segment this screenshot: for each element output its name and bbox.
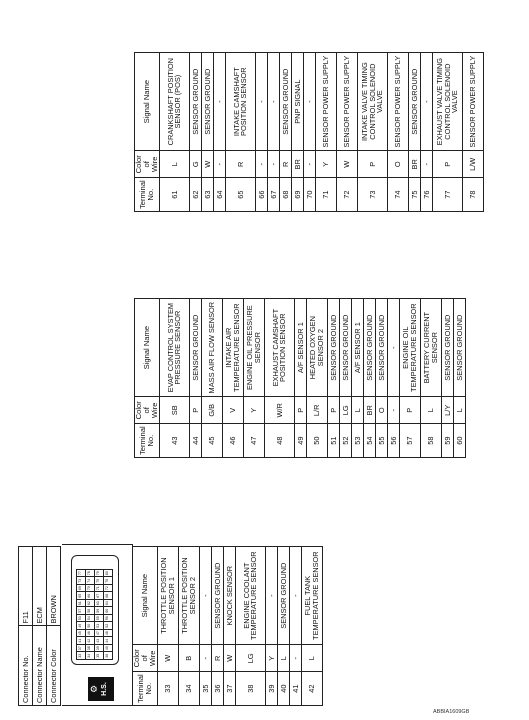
pin-cell: 43 [95, 637, 104, 645]
table-row [201, 299, 222, 458]
pin-cell: 41 [77, 637, 86, 645]
connector-info-label: Connector No. [19, 626, 33, 706]
pin-cell: 62 [86, 600, 95, 608]
signal-name: SENSOR GROUND [279, 53, 291, 151]
pin-cell: 75 [95, 577, 104, 585]
signal-name: SENSOR GROUND [441, 299, 453, 397]
terminal-no: 48 [264, 424, 294, 458]
wire-color: Y [265, 645, 277, 672]
terminal-no: 70 [303, 178, 315, 212]
pin-cell: 40 [104, 645, 113, 653]
table-row [213, 53, 225, 212]
terminal-no: 78 [462, 178, 483, 212]
terminal-no: 33 [157, 672, 178, 706]
terminal-no: 34 [178, 672, 199, 706]
signal-name: EXHAUST VALVE TIMING CONTROL SOLENOID VALVE [432, 53, 462, 151]
wire-color: L [453, 397, 465, 424]
wire-color: O [375, 397, 387, 424]
wire-color: V [222, 397, 243, 424]
signal-name: THROTTLE POSITION SENSOR 1 [157, 547, 178, 645]
wire-color: - [267, 151, 279, 178]
signal-name: - [387, 299, 399, 397]
connector-info-table [18, 546, 61, 706]
table-row [222, 299, 243, 458]
terminal-no: 49 [294, 424, 306, 458]
signal-name: - [420, 53, 432, 151]
terminal-table-3 [134, 52, 484, 212]
pin-grid [71, 555, 119, 665]
hs-icon: ⚙ H.S. [88, 677, 114, 701]
table-row [267, 53, 279, 212]
pin-cell: 38 [86, 645, 95, 653]
table-row [408, 53, 420, 212]
pin-row [104, 570, 113, 660]
signal-name: SENSOR GROUND [189, 299, 201, 397]
terminal-no: 39 [265, 672, 277, 706]
terminal-no: 65 [225, 178, 255, 212]
terminal-no: 59 [441, 424, 453, 458]
pin-cell: 68 [104, 592, 113, 600]
pin-cell: 37 [77, 645, 86, 653]
table-row [375, 299, 387, 458]
figure-code: ABBIA1609GB [433, 709, 470, 715]
table-row [420, 299, 441, 458]
wire-color: L/Y [441, 397, 453, 424]
header-color: Color of Wire [135, 151, 160, 178]
connector-info-row [47, 547, 61, 706]
pin-cell: 49 [77, 622, 86, 630]
pin-cell: 59 [95, 607, 104, 615]
pin-cell: 65 [77, 592, 86, 600]
terminal-no: 50 [306, 424, 327, 458]
terminal-no: 69 [291, 178, 303, 212]
wire-color: L [277, 645, 289, 672]
wire-color: L [301, 645, 322, 672]
hs-label: H.S. [101, 682, 108, 696]
pin-cell: 66 [86, 592, 95, 600]
table-row [159, 53, 189, 212]
terminal-no: 68 [279, 178, 291, 212]
signal-name: MASS AIR FLOW SENSOR [201, 299, 222, 397]
terminal-no: 43 [159, 424, 189, 458]
terminal-no: 35 [199, 672, 211, 706]
header-signal: Signal Name [135, 299, 160, 397]
connector-info-row [19, 547, 33, 706]
pin-cell: 50 [86, 622, 95, 630]
signal-name: A/F SENSOR 1 [294, 299, 306, 397]
table-row [264, 299, 294, 458]
signal-name: EXHAUST CAMSHAFT POSITION SENSOR [264, 299, 294, 397]
wire-color: - [387, 397, 399, 424]
signal-name: INTAKE VALVE TIMING CONTROL SOLENOID VALVE [357, 53, 387, 151]
pin-cell: 57 [77, 607, 86, 615]
table-row [235, 547, 265, 706]
signal-name: KNOCK SENSOR [223, 547, 235, 645]
table-row [243, 299, 264, 458]
header-signal: Signal Name [133, 547, 158, 645]
signal-name: - [213, 53, 225, 151]
terminal-no: 52 [339, 424, 351, 458]
pin-cell: 33 [77, 652, 86, 660]
table-row [157, 547, 178, 706]
table-row [351, 299, 363, 458]
wire-color: L [351, 397, 363, 424]
connector-illustration [62, 544, 133, 706]
table-row [189, 299, 201, 458]
table-row [277, 547, 289, 706]
signal-name: CRANKSHAFT POSITION SENSOR (POS) [159, 53, 189, 151]
signal-name: - [303, 53, 315, 151]
table-row [315, 53, 336, 212]
connector-info-label: Connector Color [47, 626, 61, 706]
header-terminal: Terminal No. [135, 178, 160, 212]
wire-color: R [225, 151, 255, 178]
signal-name: SENSOR POWER SUPPLY [336, 53, 357, 151]
pin-cell: 74 [86, 577, 95, 585]
pin-cell: 45 [77, 630, 86, 638]
signal-name: A/F SENSOR 1 [351, 299, 363, 397]
signal-name: SENSOR POWER SUPPLY [315, 53, 336, 151]
connector-info-value: ECM [33, 547, 47, 627]
wire-color: L/R [306, 397, 327, 424]
wire-color: R [279, 151, 291, 178]
table-row [294, 299, 306, 458]
terminal-no: 40 [277, 672, 289, 706]
terminal-no: 55 [375, 424, 387, 458]
table-row [303, 53, 315, 212]
table-row [387, 53, 408, 212]
wire-color: P [432, 151, 462, 178]
pin-cell: 51 [95, 622, 104, 630]
pin-cell: 46 [86, 630, 95, 638]
connector-info-value: BROWN [47, 547, 61, 627]
wire-color: LG [235, 645, 265, 672]
table-row [178, 547, 199, 706]
signal-name: PNP SIGNAL [291, 53, 303, 151]
terminal-no: 47 [243, 424, 264, 458]
signal-name: SENSOR GROUND [277, 547, 289, 645]
header-signal: Signal Name [135, 53, 160, 151]
connector-info-value: F11 [19, 547, 33, 627]
wire-color: G/B [201, 397, 222, 424]
terminal-table-1 [132, 546, 323, 706]
wire-color: P [357, 151, 387, 178]
wire-color: BR [363, 397, 375, 424]
signal-name: - [255, 53, 267, 151]
header-color: Color of Wire [133, 645, 158, 672]
table-row [453, 299, 465, 458]
table-row [432, 53, 462, 212]
terminal-no: 51 [327, 424, 339, 458]
terminal-no: 71 [315, 178, 336, 212]
table-row [339, 299, 351, 458]
pin-cell: 73 [77, 577, 86, 585]
table-row [462, 53, 483, 212]
signal-name: EVAP CONTROL SYSTEM PRESSURE SENSOR [159, 299, 189, 397]
table-row [291, 53, 303, 212]
terminal-no: 60 [453, 424, 465, 458]
pin-cell: 70 [86, 585, 95, 593]
pin-cell: 78 [86, 570, 95, 578]
pin-row [95, 570, 104, 660]
signal-name: SENSOR GROUND [201, 53, 213, 151]
pin-row [77, 570, 86, 660]
signal-name: - [199, 547, 211, 645]
table-row [336, 53, 357, 212]
pin-cell: 36 [104, 652, 113, 660]
table-row [199, 547, 211, 706]
signal-name: - [265, 547, 277, 645]
terminal-no: 44 [189, 424, 201, 458]
wire-color: - [303, 151, 315, 178]
wire-color: L/W [462, 151, 483, 178]
wire-color: BR [408, 151, 420, 178]
terminal-no: 46 [222, 424, 243, 458]
signal-name: SENSOR GROUND [339, 299, 351, 397]
table-row [279, 53, 291, 212]
wire-color: Y [243, 397, 264, 424]
pin-cell: 72 [104, 585, 113, 593]
table-row [211, 547, 223, 706]
pin-cell: 42 [86, 637, 95, 645]
signal-name: SENSOR GROUND [453, 299, 465, 397]
signal-name: SENSOR GROUND [363, 299, 375, 397]
pin-cell: 71 [95, 585, 104, 593]
signal-name: SENSOR GROUND [408, 53, 420, 151]
table-row [255, 53, 267, 212]
connector-info-label: Connector Name [33, 626, 47, 706]
header-terminal: Terminal No. [135, 424, 160, 458]
signal-name: THROTTLE POSITION SENSOR 2 [178, 547, 199, 645]
terminal-no: 53 [351, 424, 363, 458]
wire-color: O [387, 151, 408, 178]
table-row [357, 53, 387, 212]
wire-color: - [255, 151, 267, 178]
terminal-no: 77 [432, 178, 462, 212]
terminal-no: 61 [159, 178, 189, 212]
table-row [223, 547, 235, 706]
terminal-no: 73 [357, 178, 387, 212]
wire-color: BR [291, 151, 303, 178]
pin-cell: 61 [77, 600, 86, 608]
pin-cell: 55 [95, 615, 104, 623]
table-row [399, 299, 420, 458]
pin-cell: 48 [104, 630, 113, 638]
wire-color: W/R [264, 397, 294, 424]
pin-cell: 69 [77, 585, 86, 593]
table-row [301, 547, 322, 706]
signal-name: - [289, 547, 301, 645]
pin-cell: 77 [77, 570, 86, 578]
table-row [189, 53, 201, 212]
wire-color: G [189, 151, 201, 178]
header-color: Color of Wire [135, 397, 160, 424]
terminal-no: 56 [387, 424, 399, 458]
signal-name: SENSOR POWER SUPPLY [387, 53, 408, 151]
wire-color: P [189, 397, 201, 424]
wire-color: - [213, 151, 225, 178]
signal-name: HEATED OXYGEN SENSOR 2 [306, 299, 327, 397]
pin-cell: 58 [86, 607, 95, 615]
table-row [159, 299, 189, 458]
signal-name: SENSOR GROUND [375, 299, 387, 397]
terminal-no: 41 [289, 672, 301, 706]
wire-color: R [211, 645, 223, 672]
signal-name: - [267, 53, 279, 151]
wire-color: W [336, 151, 357, 178]
wire-color: LG [339, 397, 351, 424]
terminal-table-2 [134, 298, 466, 458]
terminal-no: 63 [201, 178, 213, 212]
table-row [363, 299, 375, 458]
table-row [201, 53, 213, 212]
signal-name: SENSOR GROUND [211, 547, 223, 645]
signal-name: ENGINE OIL PRESSURE SENSOR [243, 299, 264, 397]
connector-info-row [33, 547, 47, 706]
terminal-no: 37 [223, 672, 235, 706]
pin-cell: 64 [104, 600, 113, 608]
pin-cell: 60 [104, 607, 113, 615]
table-row [265, 547, 277, 706]
table-row [289, 547, 301, 706]
pin-cell: 67 [95, 592, 104, 600]
pin-cell: 63 [95, 600, 104, 608]
terminal-no: 42 [301, 672, 322, 706]
table-row [441, 299, 453, 458]
table-row [327, 299, 339, 458]
table-row [306, 299, 327, 458]
signal-name: INTAKE CAMSHAFT POSITION SENSOR [225, 53, 255, 151]
terminal-no: 66 [255, 178, 267, 212]
terminal-no: 72 [336, 178, 357, 212]
wire-color: W [157, 645, 178, 672]
signal-name: SENSOR GROUND [189, 53, 201, 151]
wire-color: W [223, 645, 235, 672]
pin-cell: 53 [77, 615, 86, 623]
wire-color: - [199, 645, 211, 672]
wire-color: - [420, 151, 432, 178]
pin-cell: 76 [104, 577, 113, 585]
signal-name: ENGINE COOLANT TEMPERATURE SENSOR [235, 547, 265, 645]
signal-name: BATTERY CURRENT SENSOR [420, 299, 441, 397]
wire-color: P [327, 397, 339, 424]
pin-cell: 54 [86, 615, 95, 623]
pin-cell: 79 [95, 570, 104, 578]
wire-color: B [178, 645, 199, 672]
terminal-no: 74 [387, 178, 408, 212]
pin-cell: 80 [104, 570, 113, 578]
header-terminal: Terminal No. [133, 672, 158, 706]
terminal-no: 57 [399, 424, 420, 458]
pin-cell: 35 [95, 652, 104, 660]
terminal-no: 64 [213, 178, 225, 212]
table-row [225, 53, 255, 212]
wire-color: W [201, 151, 213, 178]
pin-cell: 34 [86, 652, 95, 660]
pin-table [76, 569, 113, 660]
signal-name: FUEL TANK TEMPERATURE SENSOR [301, 547, 322, 645]
table-row [420, 53, 432, 212]
pin-cell: 44 [104, 637, 113, 645]
pin-cell: 47 [95, 630, 104, 638]
terminal-no: 54 [363, 424, 375, 458]
pin-cell: 52 [104, 622, 113, 630]
wire-color: - [289, 645, 301, 672]
terminal-no: 45 [201, 424, 222, 458]
wire-color: Y [315, 151, 336, 178]
terminal-no: 62 [189, 178, 201, 212]
wire-color: L [420, 397, 441, 424]
terminal-no: 36 [211, 672, 223, 706]
wire-color: L [159, 151, 189, 178]
terminal-no: 76 [420, 178, 432, 212]
wire-color: SB [159, 397, 189, 424]
terminal-no: 58 [420, 424, 441, 458]
signal-name: INTAKE AIR TEMPERATURE SENSOR [222, 299, 243, 397]
pin-row [86, 570, 95, 660]
signal-name: ENGINE OIL TEMPERATURE SENSOR [399, 299, 420, 397]
pin-cell: 39 [95, 645, 104, 653]
pin-cell: 56 [104, 615, 113, 623]
signal-name: SENSOR POWER SUPPLY [462, 53, 483, 151]
terminal-no: 67 [267, 178, 279, 212]
table-row [387, 299, 399, 458]
wire-color: P [294, 397, 306, 424]
terminal-no: 38 [235, 672, 265, 706]
terminal-no: 75 [408, 178, 420, 212]
signal-name: SENSOR GROUND [327, 299, 339, 397]
wire-color: P [399, 397, 420, 424]
